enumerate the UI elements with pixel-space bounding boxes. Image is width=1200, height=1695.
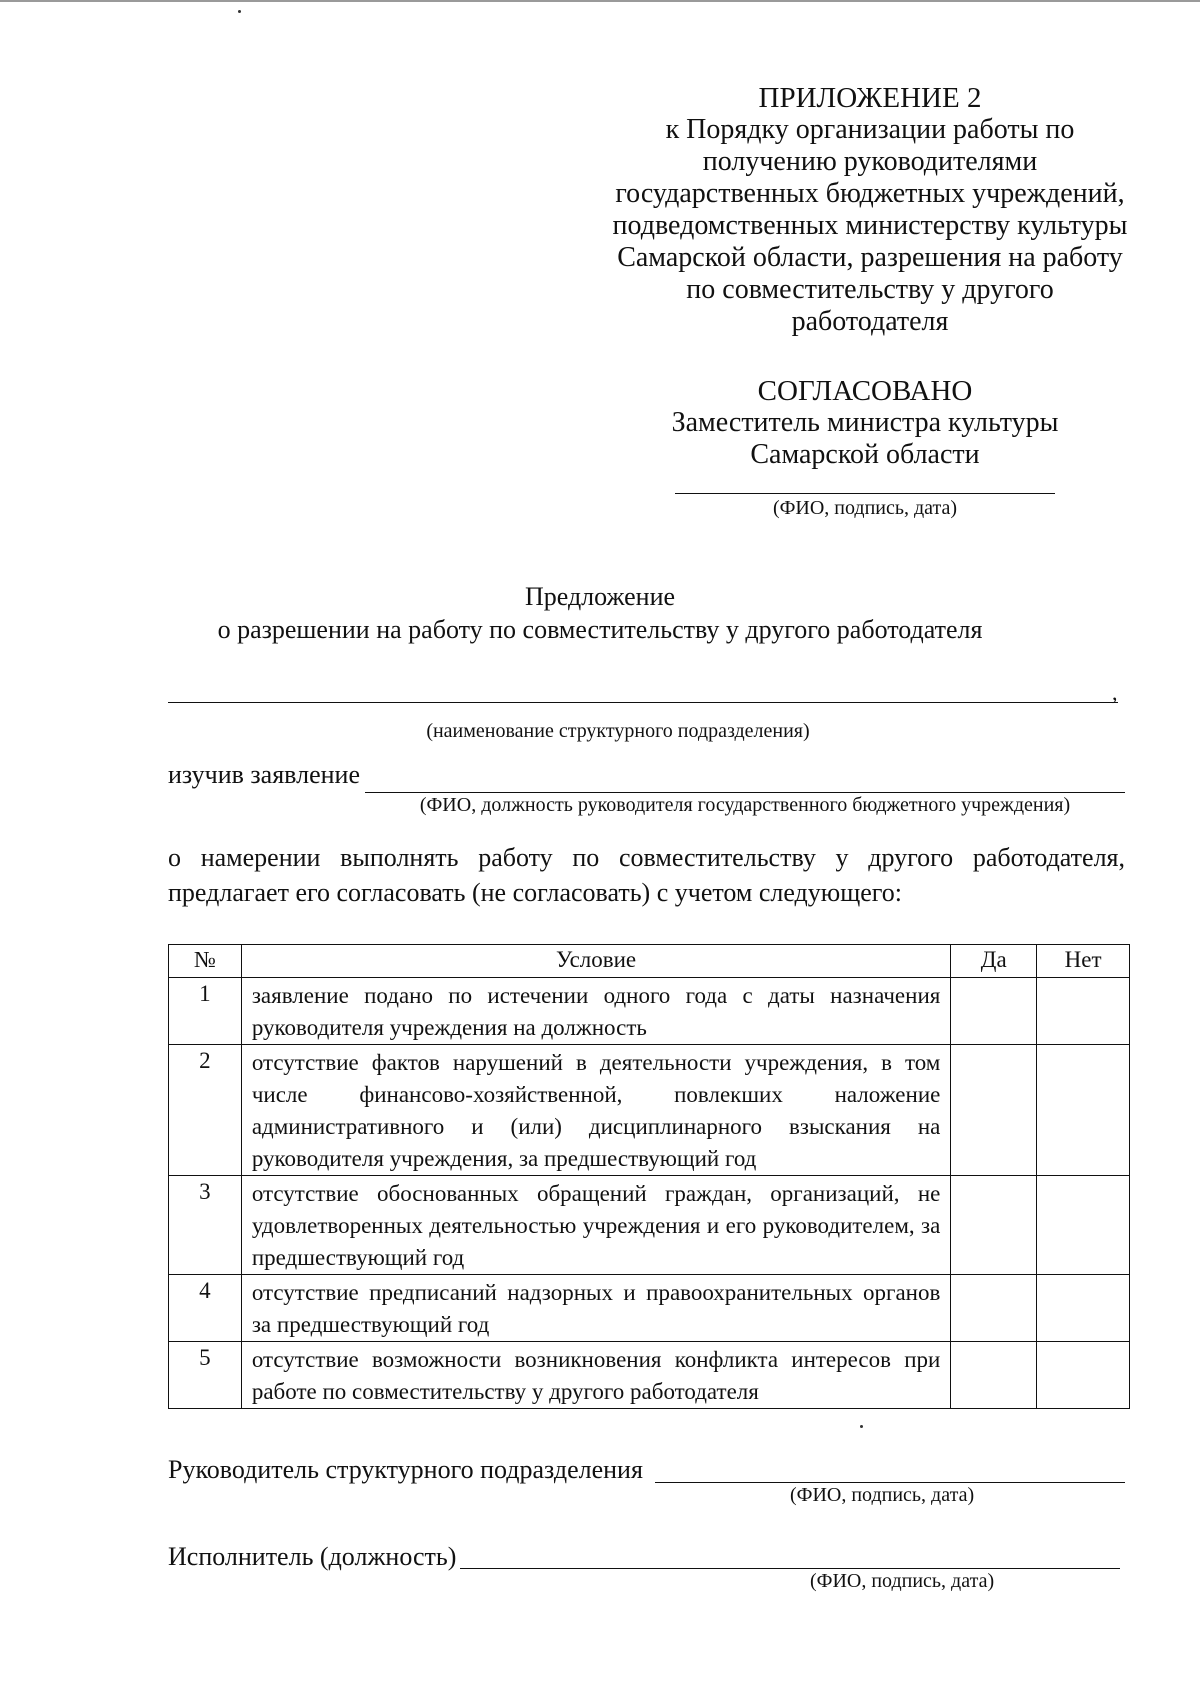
row-number: 2 <box>169 1045 242 1176</box>
table-row <box>169 1275 1130 1342</box>
head-signature-line[interactable] <box>655 1482 1125 1483</box>
row-condition: заявление подано по истечении одного года с даты назначения руководителя учреждения на должность <box>241 978 951 1045</box>
executor-signature-line[interactable] <box>460 1568 1120 1569</box>
row-yes-cell[interactable] <box>951 978 1037 1045</box>
header-number: № <box>169 945 242 978</box>
table-row <box>169 978 1130 1045</box>
row-no-cell[interactable] <box>1037 1176 1130 1275</box>
appendix-line: государственных бюджетных учреждений, <box>615 178 1125 209</box>
document-title <box>150 580 1050 646</box>
studied-label: изучив заявление <box>168 760 360 789</box>
row-number: 4 <box>169 1275 242 1342</box>
appendix-block <box>590 82 1150 338</box>
row-condition: отсутствие фактов нарушений в деятельности учреждения, в том числе финансово-хозяйственной, повлекших наложение административного и (или) дисциплинарного взыскания на руководителя учреждения, за предшествующий год <box>241 1045 951 1176</box>
appendix-line: работодателя <box>791 306 949 337</box>
conditions-table <box>168 944 1130 1409</box>
approval-line: Самарской области <box>750 439 980 470</box>
appendix-heading: ПРИЛОЖЕНИЕ 2 <box>758 82 982 114</box>
appendix-line: Самарской области, разрешения на работу <box>617 242 1123 273</box>
row-no-cell[interactable] <box>1037 978 1130 1045</box>
row-number: 3 <box>169 1176 242 1275</box>
studied-caption: (ФИО, должность руководителя государственного бюджетного учреждения) <box>419 794 1071 816</box>
title-line-1: Предложение <box>524 582 676 611</box>
header-condition: Условие <box>241 945 951 978</box>
scan-top-edge <box>0 0 1200 2</box>
paragraph-line-1: о намерении выполнять работу по совместительству у другого работодателя, <box>168 843 1125 872</box>
paragraph-line-2: предлагает его согласовать (не согласовать) с учетом следующего: <box>168 878 903 907</box>
row-no-cell[interactable] <box>1037 1342 1130 1409</box>
row-condition: отсутствие возможности возникновения конфликта интересов при работе по совместительству у другого работодателя <box>241 1342 951 1409</box>
row-condition: отсутствие обоснованных обращений граждан, организаций, не удовлетворенных деятельностью учреждения и его руководителем, за предшествующий год <box>241 1176 951 1275</box>
row-yes-cell[interactable] <box>951 1045 1037 1176</box>
row-no-cell[interactable] <box>1037 1275 1130 1342</box>
title-line-2: о разрешении на работу по совместительству у другого работодателя <box>217 615 983 644</box>
header-yes: Да <box>951 945 1037 978</box>
table-row <box>169 1342 1130 1409</box>
table-header-row <box>169 945 1130 978</box>
scan-speck <box>238 10 241 13</box>
row-yes-cell[interactable] <box>951 1342 1037 1409</box>
row-yes-cell[interactable] <box>951 1275 1037 1342</box>
intro-paragraph <box>168 840 1125 910</box>
table-row <box>169 1045 1130 1176</box>
approval-signature-caption: (ФИО, подпись, дата) <box>772 497 958 519</box>
department-comma: , <box>1112 680 1118 705</box>
approval-signature-line <box>675 493 1055 494</box>
studied-field-line[interactable] <box>365 792 1125 793</box>
table-row <box>169 1176 1130 1275</box>
appendix-line: по совместительству у другого <box>686 274 1054 305</box>
approval-block <box>650 375 1080 520</box>
appendix-line: получению руководителями <box>702 146 1038 177</box>
header-no: Нет <box>1037 945 1130 978</box>
approval-line: Заместитель министра культуры <box>671 407 1059 438</box>
row-number: 1 <box>169 978 242 1045</box>
department-caption: (наименование структурного подразделения) <box>426 720 810 742</box>
head-signature-caption: (ФИО, подпись, дата) <box>790 1484 975 1506</box>
approval-heading: СОГЛАСОВАНО <box>757 375 973 407</box>
department-field-line[interactable] <box>168 702 1118 703</box>
row-condition: отсутствие предписаний надзорных и правоохранительных органов за предшествующий год <box>241 1275 951 1342</box>
executor-signature-label: Исполнитель (должность) <box>168 1542 457 1571</box>
row-number: 5 <box>169 1342 242 1409</box>
row-yes-cell[interactable] <box>951 1176 1037 1275</box>
appendix-line: подведомственных министерству культуры <box>612 210 1128 241</box>
row-no-cell[interactable] <box>1037 1045 1130 1176</box>
head-signature-label: Руководитель структурного подразделения <box>168 1455 643 1484</box>
appendix-line: к Порядку организации работы по <box>665 114 1075 145</box>
scan-speck <box>860 1425 863 1428</box>
executor-signature-caption: (ФИО, подпись, дата) <box>810 1570 995 1592</box>
